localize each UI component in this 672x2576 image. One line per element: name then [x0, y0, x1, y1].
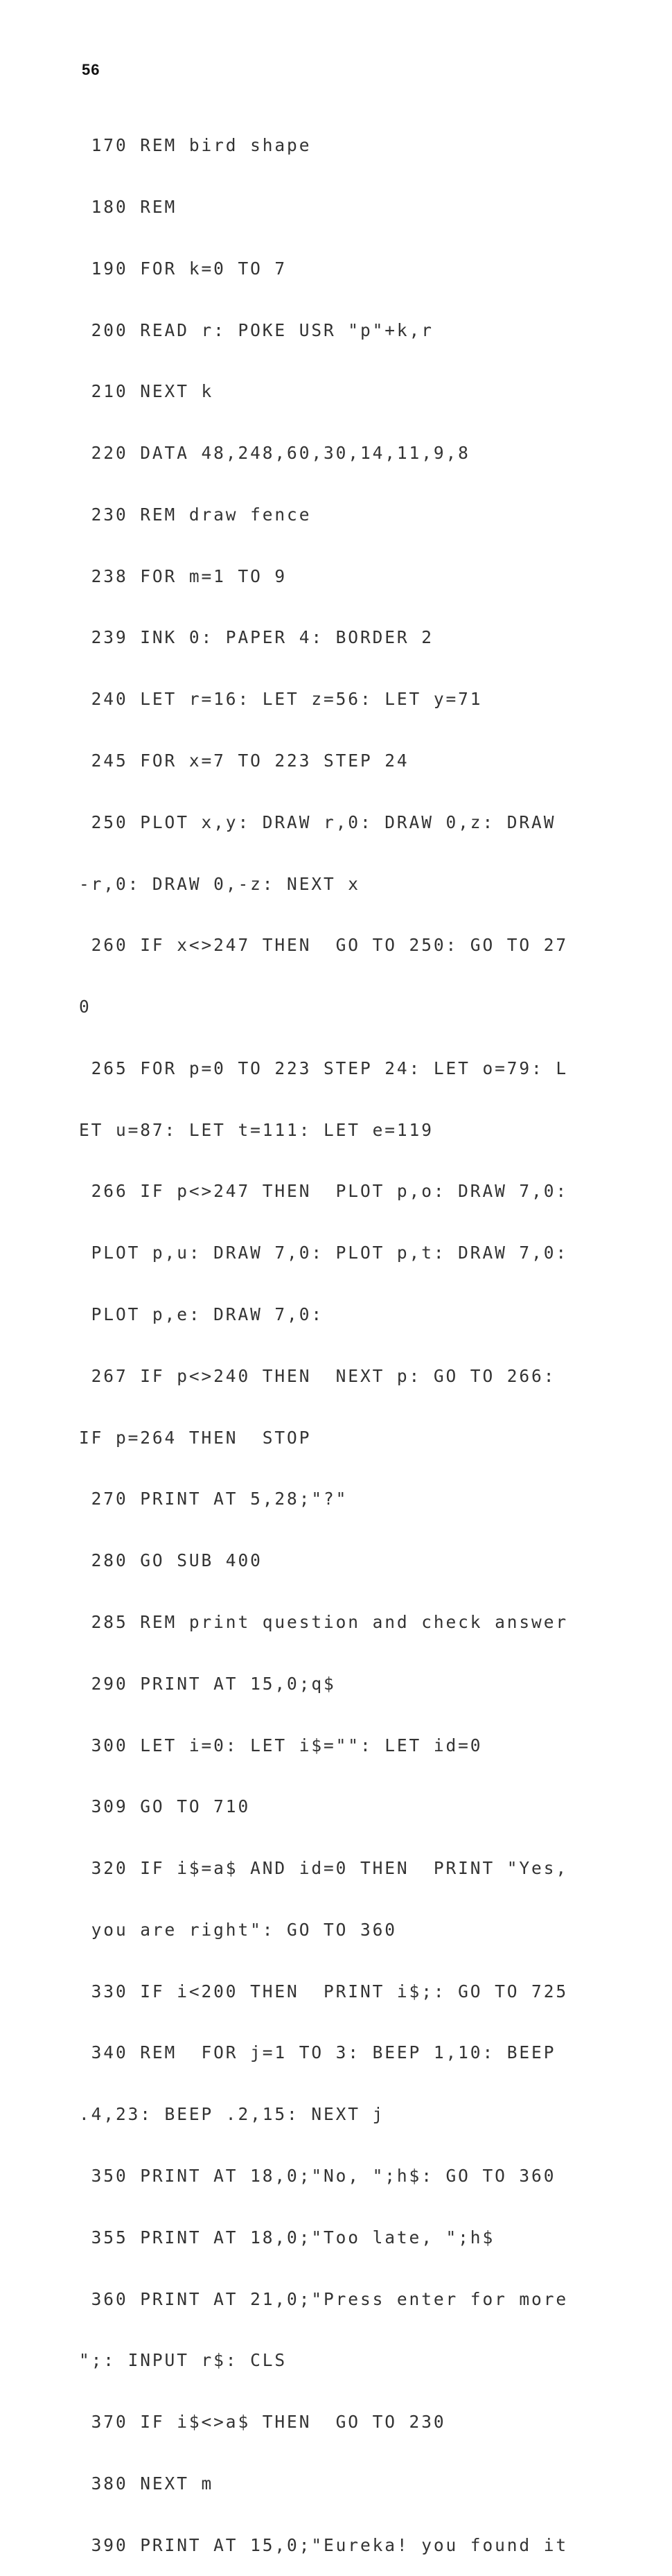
- listing-line: 220 DATA 48,248,60,30,14,11,9,8: [79, 443, 470, 464]
- listing-line: 350 PRINT AT 18,0;"No, ";h$: GO TO 360: [79, 2165, 556, 2186]
- listing-line: -r,0: DRAW 0,-z: NEXT x: [79, 873, 360, 894]
- listing-line: 180 REM: [79, 196, 177, 217]
- listing-line: 170 REM bird shape: [79, 135, 312, 156]
- basic-program-listing: [79, 94, 592, 2576]
- listing-line: 266 IF p<>247 THEN PLOT p,o: DRAW 7,0:: [79, 1181, 569, 1202]
- listing-line: 300 LET i=0: LET i$="": LET id=0: [79, 1735, 483, 1755]
- listing-line: 320 IF i$=a$ AND id=0 THEN PRINT "Yes,: [79, 1858, 569, 1879]
- listing-line: 239 INK 0: PAPER 4: BORDER 2: [79, 627, 434, 648]
- listing-line: 360 PRINT AT 21,0;"Press enter for more: [79, 2288, 569, 2309]
- listing-line: 200 READ r: POKE USR "p"+k,r: [79, 319, 434, 340]
- listing-line: you are right": GO TO 360: [79, 1919, 397, 1940]
- listing-line: 260 IF x<>247 THEN GO TO 250: GO TO 27: [79, 935, 569, 956]
- listing-line: 280 GO SUB 400: [79, 1550, 263, 1571]
- listing-line: 355 PRINT AT 18,0;"Too late, ";h$: [79, 2227, 495, 2248]
- listing-line: 270 PRINT AT 5,28;"?": [79, 1489, 348, 1509]
- listing-line: 0: [79, 997, 91, 1017]
- listing-line: .4,23: BEEP .2,15: NEXT j: [79, 2104, 385, 2125]
- listing-line: 340 REM FOR j=1 TO 3: BEEP 1,10: BEEP: [79, 2042, 556, 2063]
- listing-line: 290 PRINT AT 15,0;q$: [79, 1673, 336, 1694]
- listing-line: 250 PLOT x,y: DRAW r,0: DRAW 0,z: DRAW: [79, 812, 556, 832]
- listing-line: 240 LET r=16: LET z=56: LET y=71: [79, 689, 483, 710]
- listing-line: 238 FOR m=1 TO 9: [79, 566, 288, 586]
- listing-line: 309 GO TO 710: [79, 1796, 251, 1817]
- page-number: 56: [82, 61, 100, 78]
- listing-line: 285 REM print question and check answer: [79, 1611, 569, 1632]
- listing-line: 190 FOR k=0 TO 7: [79, 258, 288, 279]
- listing-line: ";: INPUT r$: CLS: [79, 2350, 288, 2371]
- listing-line: 370 IF i$<>a$ THEN GO TO 230: [79, 2412, 446, 2433]
- listing-line: PLOT p,u: DRAW 7,0: PLOT p,t: DRAW 7,0:: [79, 1243, 569, 1263]
- listing-line: 330 IF i<200 THEN PRINT i$;: GO TO 725: [79, 1981, 569, 2001]
- listing-line: 230 REM draw fence: [79, 504, 312, 525]
- listing-line: 390 PRINT AT 15,0;"Eureka! you found it: [79, 2534, 569, 2555]
- listing-line: ET u=87: LET t=111: LET e=119: [79, 1119, 434, 1140]
- listing-line: PLOT p,e: DRAW 7,0:: [79, 1304, 324, 1325]
- listing-line: IF p=264 THEN STOP: [79, 1427, 312, 1448]
- listing-line: 210 NEXT k: [79, 381, 214, 402]
- listing-line: 267 IF p<>240 THEN NEXT p: GO TO 266:: [79, 1365, 556, 1386]
- listing-line: 245 FOR x=7 TO 223 STEP 24: [79, 751, 409, 771]
- listing-line: 380 NEXT m: [79, 2473, 214, 2494]
- listing-line: 265 FOR p=0 TO 223 STEP 24: LET o=79: L: [79, 1058, 569, 1078]
